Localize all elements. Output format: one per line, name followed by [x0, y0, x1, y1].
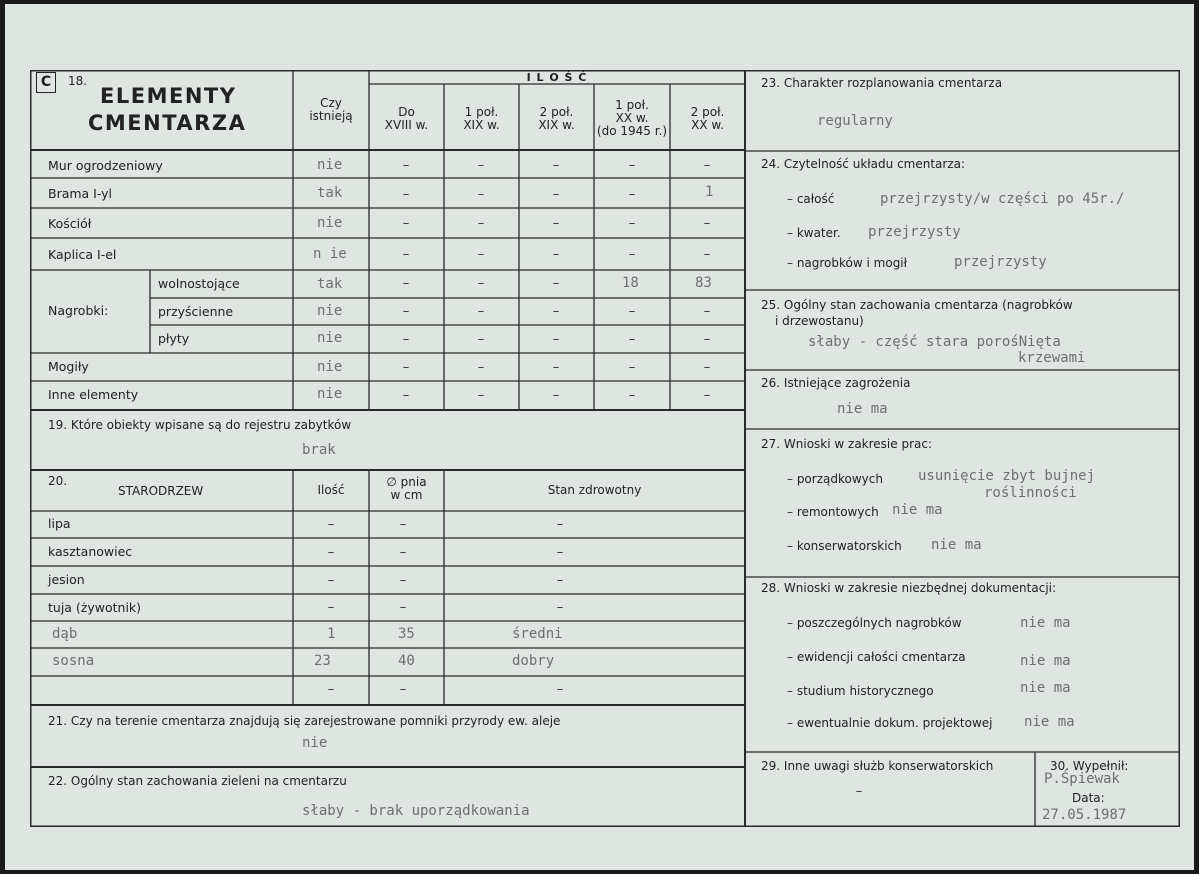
s30-name: P.Śpiewak [1044, 771, 1120, 787]
exists-value: nie [317, 157, 343, 173]
period-value: – [703, 360, 711, 375]
period-value: 1 [705, 184, 714, 200]
period-value: – [552, 276, 560, 291]
period-value: – [628, 360, 636, 375]
tree-diameter: – [399, 517, 407, 532]
s26-question: 26. Istniejące zagrożenia [761, 376, 911, 390]
period-value: – [402, 247, 410, 262]
tree-diameter: 40 [398, 653, 415, 669]
s24-item-label: – kwater. [787, 226, 841, 240]
period-value: – [552, 388, 560, 403]
period-value: – [402, 360, 410, 375]
tree-name: lipa [48, 516, 71, 531]
s18-row-label: przyścienne [158, 304, 234, 319]
s23-question: 23. Charakter rozplanowania cmentarza [761, 76, 1003, 90]
period-header-1: 1 poł. XIX w. [463, 105, 500, 132]
period-value: – [477, 216, 485, 231]
section-letter-box: C [36, 72, 56, 93]
s18-row-label: Kościół [48, 216, 92, 231]
s27-question: 27. Wnioski w zakresie prac: [761, 437, 933, 451]
s28-question: 28. Wnioski w zakresie niezbędnej dokumentacji: [761, 581, 1057, 595]
s28-item-label: – poszczególnych nagrobków [787, 616, 962, 630]
tree-count: – [327, 517, 335, 532]
s24-question: 24. Czytelność układu cmentarza: [761, 157, 966, 171]
s30-date-label: Data: [1072, 791, 1105, 805]
period-value: – [477, 158, 485, 173]
s21-answer: nie [302, 735, 328, 751]
s24-item-answer: przejrzysty/w części po 45r./ [880, 191, 1125, 207]
tree-health: – [556, 682, 564, 697]
period-value: – [477, 332, 485, 347]
period-header-4: 2 poł. XX w. [690, 105, 725, 132]
tree-count: – [327, 545, 335, 560]
s20-col-diameter: ∅ pnia w cm [386, 475, 427, 502]
period-value: – [552, 360, 560, 375]
s27-item-label: – konserwatorskich [787, 539, 902, 553]
period-value: – [552, 332, 560, 347]
s19-question: 19. Które obiekty wpisane są do rejestru zabytków [48, 418, 352, 432]
period-header-2: 2 poł. XIX w. [538, 105, 575, 132]
tree-name: sosna [52, 653, 95, 669]
s25-answer-line1: słaby - część stara porośNięta [808, 334, 1061, 350]
period-value: – [402, 187, 410, 202]
tree-diameter: 35 [398, 626, 415, 642]
s28-item-label: – ewentualnie dokum. projektowej [787, 716, 993, 730]
period-value: – [703, 158, 711, 173]
tree-diameter: – [399, 682, 407, 697]
s20-col-health: Stan zdrowotny [547, 483, 642, 497]
s18-row-label: Brama I-yl [48, 186, 113, 201]
tree-count: 23 [314, 653, 331, 669]
s21-question: 21. Czy na terenie cmentarza znajdują się zarejestrowane pomniki przyrody ew. aleje [48, 714, 561, 728]
period-value: – [703, 332, 711, 347]
tree-health: – [556, 545, 564, 560]
s23-answer: regularny [817, 113, 893, 129]
s25-question-line1: 25. Ogólny stan zachowania cmentarza (nagrobków [761, 298, 1073, 312]
s27-item-answer: nie ma [931, 537, 982, 553]
s29-answer: – [855, 784, 863, 799]
s22-answer: słaby - brak uporządkowania [302, 803, 530, 819]
period-value: – [703, 247, 711, 262]
period-value: – [477, 247, 485, 262]
tree-count: – [327, 573, 335, 588]
s28-item-answer: nie ma [1020, 653, 1071, 669]
tree-health: – [556, 573, 564, 588]
tree-name: tuja (żywotnik) [48, 600, 142, 615]
s28-item-label: – studium historycznego [787, 684, 934, 698]
s27-item-label: – remontowych [787, 505, 879, 519]
s28-item-answer: nie ma [1020, 680, 1071, 696]
period-value: – [703, 216, 711, 231]
s18-row-label: Mogiły [48, 359, 89, 374]
exists-value: nie [317, 359, 343, 375]
period-value: – [628, 332, 636, 347]
period-value: – [477, 388, 485, 403]
period-value: – [402, 304, 410, 319]
s18-row-label: Mur ogrodzeniowy [48, 158, 163, 173]
period-value: – [552, 187, 560, 202]
s24-item-label: – nagrobków i mogił [787, 256, 908, 270]
period-value: – [477, 187, 485, 202]
s18-row-label: Inne elementy [48, 387, 139, 402]
period-value: – [477, 276, 485, 291]
s27-item-label: – porządkowych [787, 472, 883, 486]
period-value: – [628, 388, 636, 403]
s20-title: STARODRZEW [118, 484, 204, 498]
s18-row-label: płyty [158, 331, 190, 346]
s27-item-answer: usunięcie zbyt bujnej [918, 468, 1096, 484]
period-value: – [477, 304, 485, 319]
tree-health: – [556, 600, 564, 615]
period-value: – [628, 216, 636, 231]
exists-value: nie [317, 330, 343, 346]
s20-col-count: Ilość [317, 483, 345, 497]
period-value: – [552, 158, 560, 173]
period-value: – [477, 360, 485, 375]
tree-health: średni [512, 626, 563, 642]
tree-name: dąb [52, 626, 78, 642]
period-value: – [552, 216, 560, 231]
s18-number: 18. [68, 74, 88, 88]
period-value: – [703, 388, 711, 403]
tree-health: dobry [512, 653, 555, 669]
s18-title-line2: CMENTARZA [88, 111, 247, 135]
nagrobki-label: Nagrobki: [48, 303, 109, 318]
s26-answer: nie ma [837, 401, 888, 417]
s18-row-label: Kaplica I-el [48, 247, 117, 262]
period-value: – [628, 247, 636, 262]
exists-value: nie [317, 303, 343, 319]
period-value: – [703, 304, 711, 319]
s18-col-group: I L O Ś Ć [526, 71, 588, 84]
exists-value: tak [317, 276, 343, 292]
exists-value: tak [317, 185, 343, 201]
period-value: 18 [622, 275, 639, 291]
s25-answer-line2: krzewami [1018, 350, 1086, 366]
s27-item-answer: nie ma [892, 502, 943, 518]
s18-row-label: wolnostojące [158, 276, 240, 291]
period-value: – [402, 158, 410, 173]
period-value: – [402, 276, 410, 291]
s22-question: 22. Ogólny stan zachowania zieleni na cmentarzu [48, 774, 347, 788]
tree-diameter: – [399, 600, 407, 615]
s28-item-answer: nie ma [1024, 714, 1075, 730]
period-value: – [402, 332, 410, 347]
s29-question: 29. Inne uwagi służb konserwatorskich [761, 759, 994, 773]
s18-title-line1: ELEMENTY [100, 84, 237, 108]
s19-answer: brak [302, 442, 336, 458]
period-value: – [628, 187, 636, 202]
tree-count: – [327, 600, 335, 615]
period-value: – [628, 158, 636, 173]
s24-item-answer: przejrzysty [954, 254, 1047, 270]
tree-diameter: – [399, 573, 407, 588]
period-value: – [552, 304, 560, 319]
tree-count: – [327, 682, 335, 697]
exists-value: nie [317, 386, 343, 402]
s28-item-label: – ewidencji całości cmentarza [787, 650, 966, 664]
tree-diameter: – [399, 545, 407, 560]
s27-item-answer-cont: roślinności [984, 485, 1077, 501]
cemetery-form [30, 70, 1180, 827]
s18-col-exists: Czy istnieją [309, 96, 353, 123]
period-value: – [402, 388, 410, 403]
s24-item-answer: przejrzysty [868, 224, 961, 240]
s20-number: 20. [48, 474, 68, 488]
record-card [5, 4, 1194, 870]
exists-value: nie [317, 215, 343, 231]
exists-value: n ie [313, 246, 347, 262]
period-value: – [628, 304, 636, 319]
tree-name: kasztanowiec [48, 544, 133, 559]
s30-date: 27.05.1987 [1042, 807, 1127, 823]
period-value: – [552, 247, 560, 262]
s25-question-line2: i drzewostanu) [775, 314, 864, 328]
tree-health: – [556, 517, 564, 532]
tree-name: jesion [48, 572, 85, 587]
s24-item-label: – całość [787, 192, 835, 206]
s28-item-answer: nie ma [1020, 615, 1071, 631]
tree-count: 1 [327, 626, 336, 642]
period-value: 83 [695, 275, 712, 291]
period-header-3: 1 poł. XX w. (do 1945 r.) [596, 98, 668, 138]
period-header-0: Do XVIII w. [384, 105, 429, 132]
period-value: – [402, 216, 410, 231]
s30-label: 30. Wypełnił: [1050, 759, 1129, 773]
